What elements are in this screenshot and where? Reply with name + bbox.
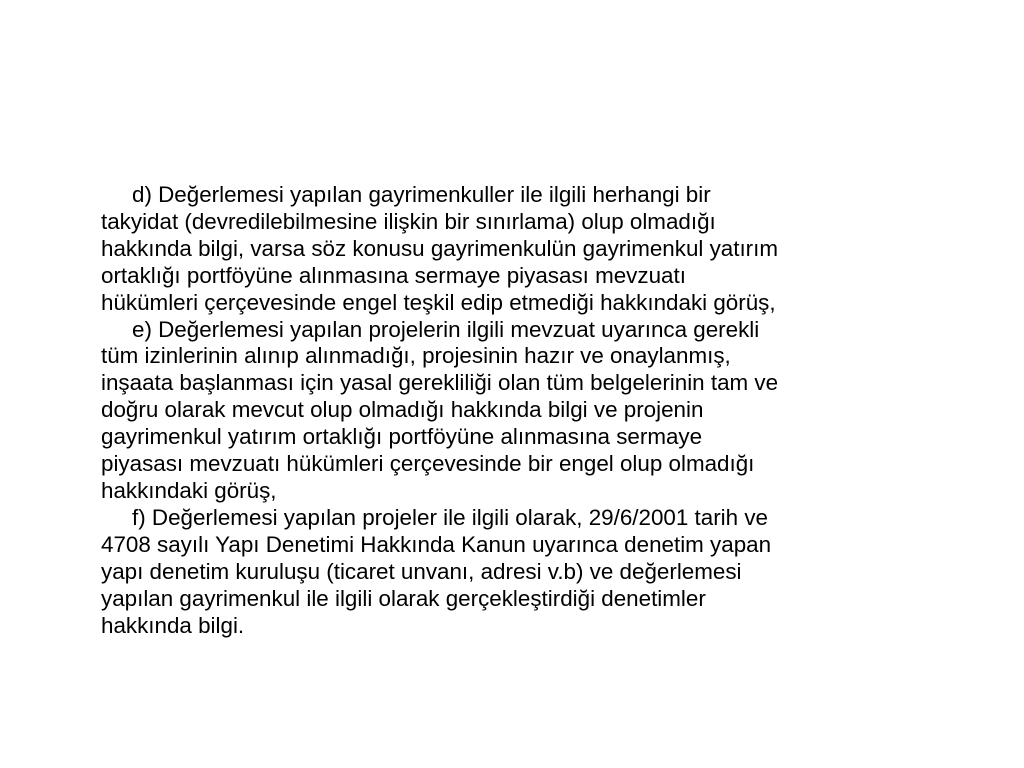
text-line: yapılan gayrimenkul ile ilgili olarak gerçekleştirdiği denetimler <box>101 585 706 611</box>
paragraph-f <box>101 505 981 640</box>
text-line: e) Değerlemesi yapılan projelerin ilgili mevzuat uyarınca gerekli <box>132 316 760 342</box>
text-line: piyasası mevzuatı hükümleri çerçevesinde bir engel olup olmadığı <box>101 451 755 477</box>
text-line: yapı denetim kuruluşu (ticaret unvanı, adresi v.b) ve değerlemesi <box>101 558 742 584</box>
text-line: takyidat (devredilebilmesine ilişkin bir sınırlama) olup olmadığı <box>101 208 716 234</box>
text-line: gayrimenkul yatırım ortaklığı portföyüne alınmasına sermaye <box>101 424 703 450</box>
text-line: f) Değerlemesi yapılan projeler ile ilgili olarak, 29/6/2001 tarih ve <box>132 504 768 530</box>
text-line: tüm izinlerinin alınıp alınmadığı, projesinin hazır ve onaylanmış, <box>101 343 731 369</box>
text-line: inşaata başlanması için yasal gerekliliği olan tüm belgelerinin tam ve <box>101 370 779 396</box>
paragraph-e <box>101 317 981 505</box>
text-line: ortaklığı portföyüne alınmasına sermaye piyasası mevzuatı <box>101 262 686 288</box>
text-line: 4708 sayılı Yapı Denetimi Hakkında Kanun uyarınca denetim yapan <box>101 531 772 557</box>
text-line: hakkındaki görüş, <box>101 477 277 503</box>
text-line: d) Değerlemesi yapılan gayrimenkuller ile ilgili herhangi bir <box>132 182 711 207</box>
text-line: hükümleri çerçevesinde engel teşkil edip etmediği hakkındaki görüş, <box>101 289 776 315</box>
text-line: hakkında bilgi. <box>101 612 245 638</box>
text-line: doğru olarak mevcut olup olmadığı hakkında bilgi ve projenin <box>101 397 704 423</box>
body-text <box>101 182 981 639</box>
text-line: hakkında bilgi, varsa söz konusu gayrimenkulün gayrimenkul yatırım <box>101 235 779 261</box>
paragraph-d <box>101 182 981 317</box>
